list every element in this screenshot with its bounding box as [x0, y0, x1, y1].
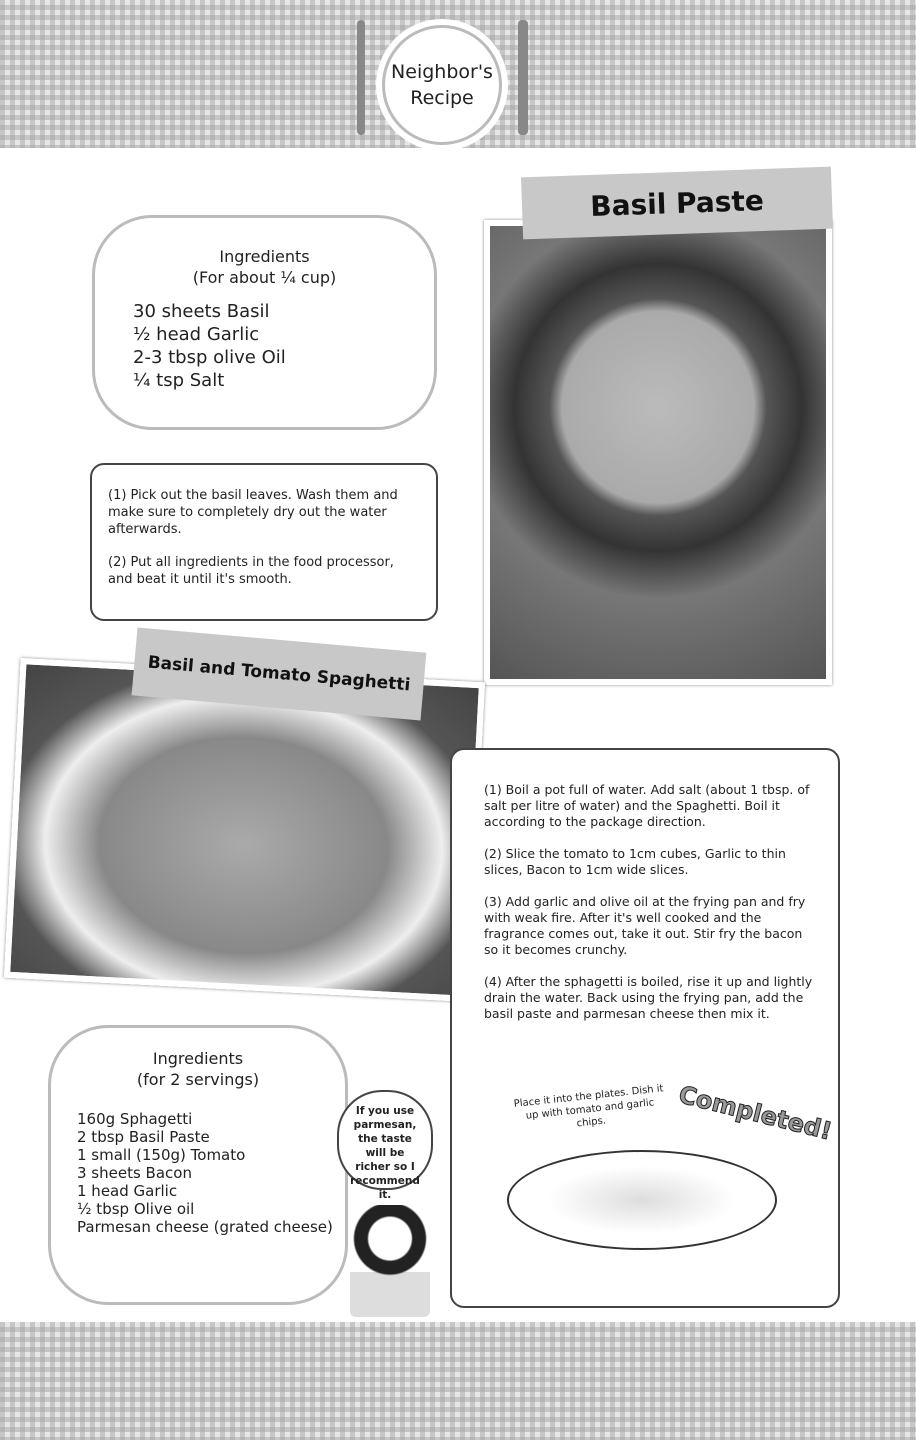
checkered-border-bottom: [0, 1322, 916, 1440]
basil-paste-title: Basil Paste: [521, 167, 833, 240]
step: (4) After the sphagetti is boiled, rise it up and lightly drain the water. Back using the frying pan, add the basil paste and parmesan cheese then mix it.: [484, 974, 813, 1021]
step: (2) Slice the tomato to 1cm cubes, Garlic to thin slices, Bacon to 1cm wide slices.: [484, 846, 786, 877]
ingredient: 1 head Garlic: [77, 1182, 178, 1200]
ingredients-title: Ingredients: [152, 1049, 244, 1068]
spaghetti-steps: [450, 748, 840, 1308]
basil-paste-photo: [484, 220, 832, 685]
ingredient: ½ tbsp Olive oil: [77, 1200, 195, 1218]
ingredients-sub: (for 2 servings): [136, 1070, 260, 1089]
ingredient: 3 sheets Bacon: [77, 1164, 192, 1182]
ingredient: Parmesan cheese (grated cheese): [77, 1218, 333, 1236]
title-line2: Recipe: [410, 87, 474, 109]
step: (3) Add garlic and olive oil at the frying pan and fry with weak fire. After it's well cooked and the fragrance comes out, take it out. Stir fry the bacon so it becomes crunchy.: [484, 894, 806, 957]
ingredient: 2-3 tbsp olive Oil: [133, 347, 286, 368]
ingredient: ½ head Garlic: [133, 324, 260, 345]
plate-drawing: [507, 1150, 777, 1250]
basil-paste-ingredients: [92, 215, 437, 430]
completed-label: Completed!: [675, 1080, 835, 1146]
title-plate: [382, 25, 502, 145]
ingredient: 1 small (150g) Tomato: [77, 1146, 246, 1164]
spaghetti-title: Basil and Tomato Spaghetti: [132, 627, 427, 720]
fork-icon: [357, 20, 365, 135]
step: (1) Pick out the basil leaves. Wash them and make sure to completely dry out the water afterwards.: [108, 488, 398, 537]
knife-icon: [518, 20, 528, 135]
ingredient: ¼ tsp Salt: [133, 370, 225, 391]
ingredients-sub: (For about ¼ cup): [192, 268, 337, 287]
spaghetti-ingredients: [48, 1025, 348, 1305]
ingredient: 160g Sphagetti: [77, 1110, 193, 1128]
step: (2) Put all ingredients in the food processor, and beat it until it's smooth.: [108, 555, 394, 587]
plate-note: Place it into the plates. Dish it up with tomato and garlic chips.: [513, 1083, 664, 1130]
step: (1) Boil a pot full of water. Add salt (about 1 tbsp. of salt per litre of water) and the Spaghetti. Boil it according to the package direction.: [484, 782, 810, 829]
ingredients-title: Ingredients: [219, 247, 310, 266]
title-line1: Neighbor's: [391, 61, 493, 83]
ingredient: 2 tbsp Basil Paste: [77, 1128, 210, 1146]
basil-paste-steps: [90, 463, 438, 621]
tip-speech-bubble: If you use parmesan, the taste will be richer so I recommend it.: [337, 1090, 433, 1190]
character-illustration: [350, 1205, 430, 1317]
ingredient: 30 sheets Basil: [133, 301, 270, 322]
